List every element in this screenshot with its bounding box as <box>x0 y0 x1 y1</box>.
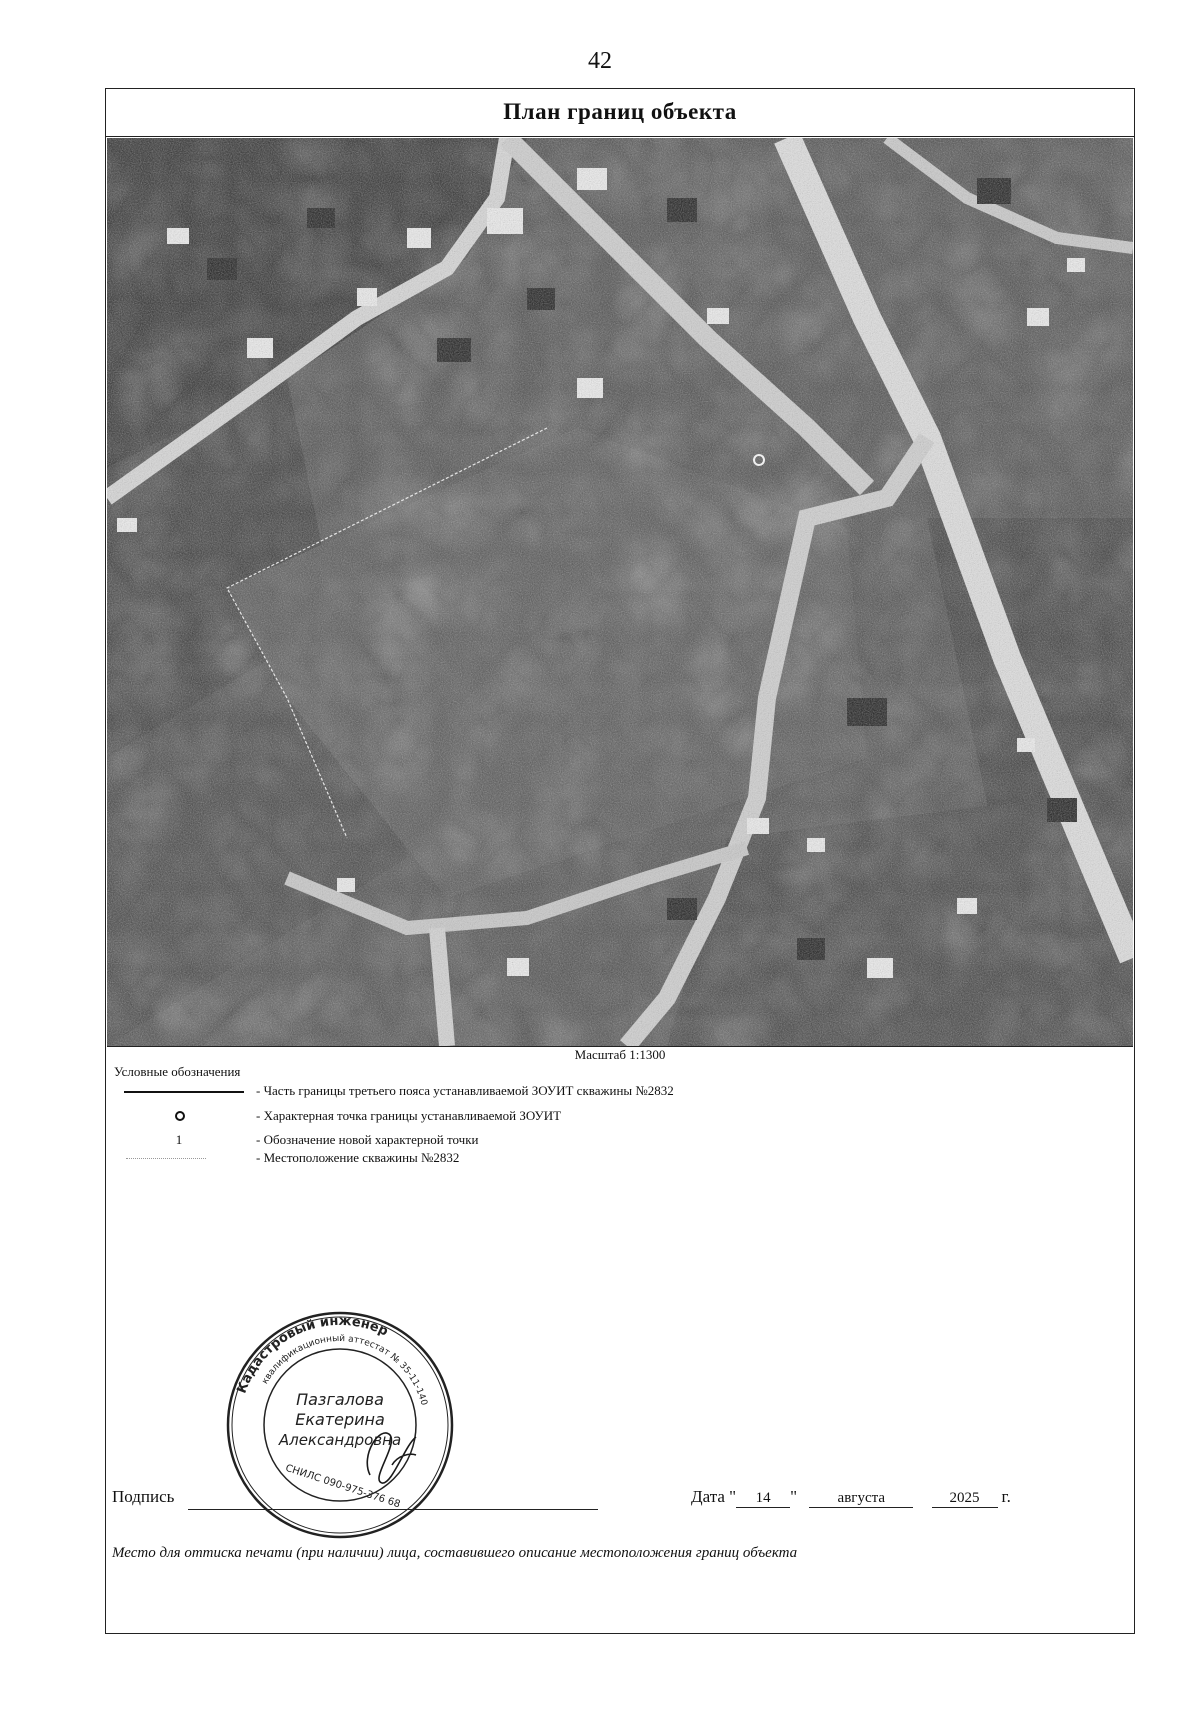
map-scale: Масштаб 1:1300 <box>574 1047 666 1062</box>
legend-item-boundary <box>106 1081 1134 1101</box>
legend-text: - Часть границы третьего пояса устанавливаемой ЗОУИТ скважины №2832 <box>256 1083 674 1098</box>
date-year: 2025 <box>932 1490 998 1508</box>
date-month: августа <box>809 1490 913 1508</box>
stamp-snils: СНИЛС 090-975-376 68 <box>283 1462 402 1511</box>
legend-text: - Обозначение новой характерной точки <box>256 1132 479 1147</box>
date-field: Дата " 14 " августа 2025 г. <box>691 1487 1011 1506</box>
point-number-symbol: 1 <box>175 1132 183 1147</box>
legend-item-well <box>106 1148 1134 1168</box>
boundary-point-symbol <box>114 1106 244 1126</box>
date-day: 14 <box>736 1490 790 1508</box>
svg-text:квалификационный аттестат № 35: квалификационный аттестат № 35-11-140 <box>260 1333 429 1407</box>
stamp-name-line: Пазгалова <box>296 1390 384 1409</box>
page-number: 42 <box>588 48 612 74</box>
boundary-line-symbol <box>114 1081 244 1101</box>
satellite-map <box>107 138 1133 1047</box>
svg-text:Кадастровый инженер: Кадастровый инженер <box>234 1313 391 1396</box>
legend-text: - Местоположение скважины №2832 <box>256 1150 460 1165</box>
signature-label: Подпись <box>112 1487 175 1506</box>
legend-title: Условные обозначения <box>114 1064 241 1079</box>
stamp-place-note: Место для оттиска печати (при наличии) лица, составившего описание местоположения границ объекта <box>112 1545 798 1561</box>
legend-item-point <box>106 1106 1134 1126</box>
cadastral-engineer-seal <box>220 1305 460 1545</box>
legend-item-new-point <box>106 1130 1134 1150</box>
well-location-symbol <box>114 1148 244 1168</box>
legend-text: - Характерная точка границы устанавливаемой ЗОУИТ <box>256 1108 562 1123</box>
stamp-name-line: Екатерина <box>295 1410 385 1429</box>
stamp-name-line: Александровна <box>278 1431 402 1449</box>
page-title: План границ объекта <box>106 89 1134 137</box>
